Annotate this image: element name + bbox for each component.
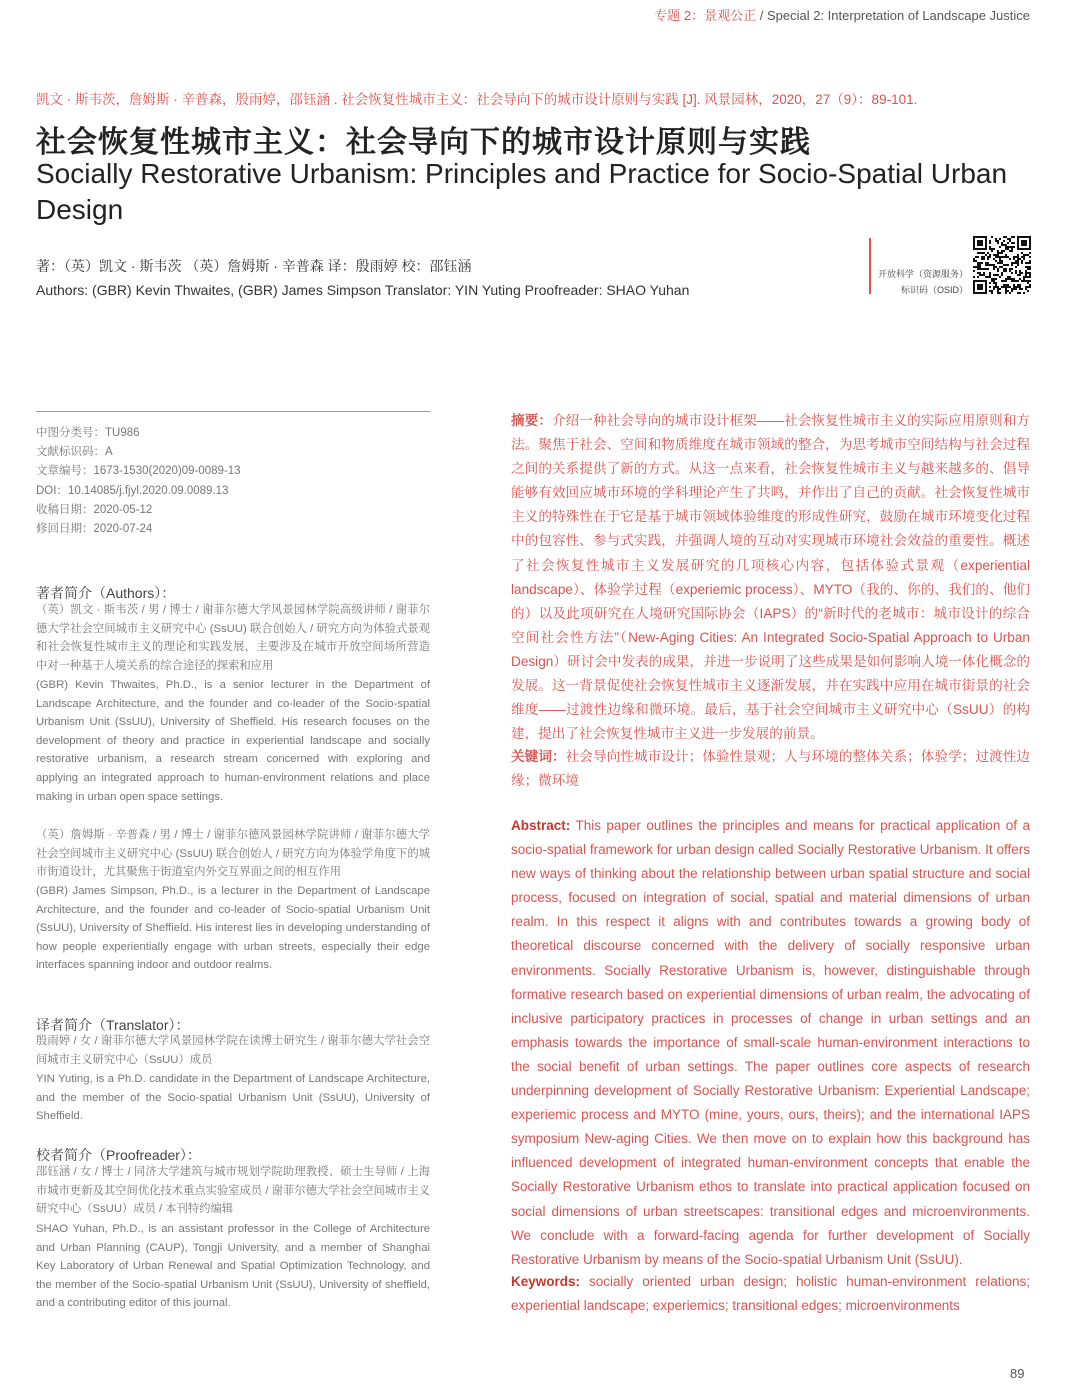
- osid-label-line1: 开放科学（资源服务）: [877, 269, 968, 279]
- abstract-en: [511, 814, 1030, 1272]
- running-header: [654, 5, 1030, 24]
- title-en: Socially Restorative Urbanism: Principles and Practice for Socio-Spatial Urban Design: [36, 158, 1008, 225]
- keywords-en: [511, 1270, 1030, 1318]
- abstract-cn: [511, 409, 1030, 746]
- simpson-bio-en: (GBR) James Simpson, Ph.D., is a lecturer in the Department of Landscape Architecture, and the founder and co-leader of Socio-spatial Urbanism Unit (SsUU), University of Sheffield. His interest lies in developing understanding of how people experientially engage with urban streets, especially their edge interfaces spanning indoor and outdoor realms.: [36, 885, 430, 972]
- running-header-cn: 专题 2：景观公正: [654, 8, 757, 23]
- meta-article-number: 文章编号：1673-1530(2020)09-0089-13: [36, 465, 241, 478]
- translator-bio-heading: 译者简介（Translator）：: [36, 1017, 190, 1033]
- abstract-en-text: This paper outlines the principles and means for practical application of a socio-spatial framework for urban design called Socially Restorative Urbanism. It offers new ways of thinking about the relationship between urban spatial structure and social process, focused on integration of social, spatial and material dimensions of urban realm. In this respect it aligns with and contributes towards a growing body of theoretical discourse concerned with the delivery of socially responsive urban environments. Socially Restorative Urbanism is, however, distinguishable through formative research based on experiential dimensions of urban realm, the advocating of inclusive participatory practices in processes of change in urban settings and an emphasis towards the importance of small-scale human-environment interactions to the social benefit of urban settings. The paper outlines core aspects of research underpinning development of Socially Restorative Urbanism: Experiential Landscape; experiemic process and MYTO (mine, yours, ours, theirs); and the international IAPS symposium New-aging Cities. We then move on to explain how this background has influenced development of integrated human-environment concepts that enable the Socially Restorative Urbanism ethos to translate into practical application focused on social dimensions of urban streetscapes: transitional edges and microenvironments. We conclude with a forward-facing agenda for further development of Socially Restorative Urbanism by means of the Socio-spatial Urbanism Unit (SsUU).: [511, 818, 1030, 1267]
- thwaites-bio-cn: （英）凯文 · 斯韦茨 / 男 / 博士 / 谢菲尔德大学风景园林学院高级讲师 / 谢菲尔德大学社会空间城市主义研究中心 (SsUU) 联合创始人 / 研究方向为体验式景观和社会恢复性城市主义的理论和实践发展，主要涉及在城市开放空间场所营造中对一种基于人境关系的综合途径的探索和应用: [36, 604, 430, 672]
- keywords-en-label: Keywords:: [511, 1274, 581, 1289]
- keywords-cn-label: 关键词：: [511, 749, 566, 764]
- meta-document-code: 文献标识码：A: [36, 446, 113, 459]
- osid-label-line2: 标识码（OSID）: [900, 285, 968, 295]
- meta-doi: DOI：10.14085/j.fjyl.2020.09.0089.13: [36, 484, 229, 497]
- meta-received-date: 收稿日期：2020-05-12: [36, 503, 153, 516]
- abstract-cn-label: 摘要：: [511, 413, 552, 428]
- simpson-bio-cn: （英）詹姆斯 · 辛普森 / 男 / 博士 / 谢菲尔德风景园林学院讲师 / 谢菲尔德大学社会空间城市主义研究中心 (SsUU) 联合创始人 / 研究方向为体验学角度下的城市街道设计，尤其聚焦于街道室内外交互界面之间的相互作用: [36, 829, 430, 879]
- keywords-cn-text: 社会导向性城市设计；体验性景观；人与环境的整体关系；体验学；过渡性边缘；微环境: [511, 749, 1030, 789]
- citation: 凯文 · 斯韦茨，詹姆斯 · 辛普森，殷雨婷，邵钰涵 . 社会恢复性城市主义：社会导向下的城市设计原则与实践 [J]. 风景园林，2020，27（9）：89-101.: [36, 92, 918, 107]
- qr-code-icon[interactable]: [973, 236, 1031, 294]
- title-cn: 社会恢复性城市主义：社会导向下的城市设计原则与实践: [36, 126, 811, 159]
- osid-divider: [869, 238, 871, 294]
- thwaites-bio-en: (GBR) Kevin Thwaites, Ph.D., is a senior lecturer in the Department of Landscape Architecture, and the founder and co-leader of the Socio-spatial Urbanism Unit (SsUU), University of Sheffield. His research focuses on the development of theory and practice in experiential landscape and socially restorative urbanism, a research stream concerned with exploring and applying an integrated approach to human-environment relations and place making in urban open space settings.: [36, 679, 430, 803]
- proofreader-bio-en: SHAO Yuhan, Ph.D., is an assistant professor in the College of Architecture and Urban Planning (CAUP), Tongji University, and a member of Shanghai Key Laboratory of Urban Renewal and Spatial Optimization Technology, and the member of the Socio-spatial Urbanism Unit (SsUU), University of sheffield, and a contributing editor of this journal.: [36, 1223, 430, 1310]
- meta-revised-date: 修回日期：2020-07-24: [36, 523, 153, 536]
- abstract-cn-text: 介绍一种社会导向的城市设计框架——社会恢复性城市主义的实际应用原则和方法。聚焦于社会、空间和物质维度在城市领域的整合，为思考城市空间结构与社会过程之间的关系提供了新的方式。从这一点来看，社会恢复性城市主义与越来越多的、倡导能够有效回应城市环境的学科理论产生了共鸣，并作出了自己的贡献。社会恢复性城市主义的特殊性在于它是基于城市领域体验维度的形成性研究，鼓励在城市环境变化过程中的包容性、参与式实践，并强调人境的互动对实现城市环境社会效益的重要性。概述了社会恢复性城市主义发展研究的几项核心内容，包括体验式景观（experiential landscape）、体验学过程（experiemic process）、MYTO（我的、你的、我们的、他们的）以及此项研究在人境研究国际协会（IAPS）的“新时代的老城市：城市设计的综合空间社会性方法”（New-Aging Cities: An Integrated Socio-Spatial Approach to Urban Design）研讨会中发表的成果，并进一步说明了这些成果是如何影响人境一体化概念的发展。这一背景促使社会恢复性城市主义逐渐发展，并在实践中应用在城市街景的社会维度——过渡性边缘和微环境。最后，基于社会空间城市主义研究中心（SsUU）的构建，提出了社会恢复性城市主义进一步发展的前景。: [511, 413, 1030, 742]
- keywords-cn: [511, 745, 1030, 793]
- authors-en: Authors: (GBR) Kevin Thwaites, (GBR) James Simpson Translator: YIN Yuting Proofreader: SHAO Yuhan: [36, 282, 690, 298]
- meta-classification: 中图分类号：TU986: [36, 427, 140, 439]
- left-column-rule: [36, 411, 430, 412]
- translator-bio-cn: 殷雨婷 / 女 / 谢菲尔德大学风景园林学院在读博士研究生 / 谢菲尔德大学社会空间城市主义研究中心（SsUU）成员: [36, 1035, 430, 1066]
- translator-bio-en: YIN Yuting, is a Ph.D. candidate in the Department of Landscape Architecture, and the member of the Socio-spatial Urbanism Unit (SsUU), University of Sheffield.: [36, 1073, 430, 1123]
- article-metadata: [36, 424, 241, 539]
- authors-cn: 著：（英）凯文 · 斯韦茨 （英）詹姆斯 · 辛普森 译：殷雨婷 校：邵钰涵: [36, 258, 472, 274]
- keywords-en-text: socially oriented urban design; holistic human-environment relations; experiential landscape; experiemics; transitional edges; microenvironments: [511, 1274, 1030, 1314]
- authors-bio-heading: 著者简介（Authors）：: [36, 585, 176, 601]
- running-header-en: / Special 2: Interpretation of Landscape Justice: [756, 8, 1030, 23]
- abstract-en-label: Abstract:: [511, 818, 571, 833]
- proofreader-bio-heading: 校者简介（Proofreader）：: [36, 1147, 201, 1163]
- proofreader-bio-cn: 邵钰涵 / 女 / 博士 / 同济大学建筑与城市规划学院助理教授、硕士生导师 / 上海市城市更新及其空间优化技术重点实验室成员 / 谢菲尔德大学社会空间城市主义研究中心（SsUU）成员 / 本刊特约编辑: [36, 1166, 430, 1216]
- page-number: 89: [1010, 1366, 1025, 1381]
